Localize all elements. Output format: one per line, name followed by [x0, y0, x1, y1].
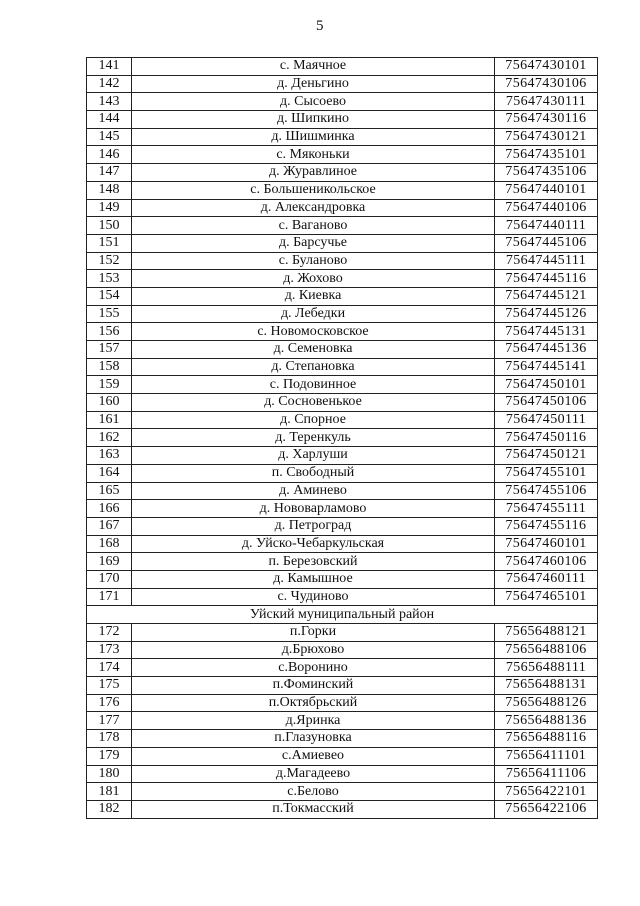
settlement-name-cell: д.Брюхово: [132, 641, 495, 659]
oktmo-code-cell: 75647460106: [495, 553, 598, 571]
oktmo-code-cell: 75647435106: [495, 164, 598, 182]
table-row: [87, 181, 598, 199]
settlement-name-cell: д. Теренкуль: [132, 429, 495, 447]
row-number-cell: 155: [87, 305, 132, 323]
oktmo-code-cell: 75656488136: [495, 712, 598, 730]
settlement-name-cell: д. Аминево: [132, 482, 495, 500]
oktmo-code-cell: 75647445121: [495, 287, 598, 305]
settlement-name-cell: д. Барсучье: [132, 234, 495, 252]
oktmo-code-cell: 75647445141: [495, 358, 598, 376]
row-number-cell: 167: [87, 517, 132, 535]
table-row: [87, 111, 598, 129]
table-row: [87, 146, 598, 164]
oktmo-code-cell: 75656411106: [495, 765, 598, 783]
row-number-cell: 156: [87, 323, 132, 341]
section-header-group: [87, 606, 598, 624]
table-row: [87, 694, 598, 712]
oktmo-code-cell: 75647445111: [495, 252, 598, 270]
settlement-name-cell: п.Глазуновка: [132, 730, 495, 748]
settlement-name-cell: д. Уйско-Чебаркульская: [132, 535, 495, 553]
row-number-cell: 157: [87, 341, 132, 359]
oktmo-code-cell: 75647450121: [495, 447, 598, 465]
oktmo-code-cell: 75656488111: [495, 659, 598, 677]
row-number-cell: 176: [87, 694, 132, 712]
table-row: [87, 376, 598, 394]
table-row: [87, 482, 598, 500]
settlement-name-cell: д. Степановка: [132, 358, 495, 376]
settlement-name-cell: п.Горки: [132, 624, 495, 642]
oktmo-code-cell: 75647465101: [495, 588, 598, 606]
row-number-cell: 173: [87, 641, 132, 659]
table-row: [87, 58, 598, 76]
row-number-cell: 179: [87, 747, 132, 765]
settlement-name-cell: д. Камышное: [132, 570, 495, 588]
settlement-name-cell: с.Белово: [132, 783, 495, 801]
oktmo-code-cell: 75647445116: [495, 270, 598, 288]
table-row: [87, 517, 598, 535]
row-number-cell: 154: [87, 287, 132, 305]
oktmo-code-cell: 75647445136: [495, 341, 598, 359]
oktmo-code-cell: 75656488126: [495, 694, 598, 712]
row-number-cell: 148: [87, 181, 132, 199]
oktmo-code-cell: 75656422106: [495, 800, 598, 818]
settlement-name-cell: д. Спорное: [132, 411, 495, 429]
row-number-cell: 144: [87, 111, 132, 129]
row-number-cell: 178: [87, 730, 132, 748]
row-number-cell: 165: [87, 482, 132, 500]
settlement-name-cell: с. Большеникольское: [132, 181, 495, 199]
oktmo-code-cell: 75647460101: [495, 535, 598, 553]
settlement-name-cell: д. Петроград: [132, 517, 495, 535]
table-row: [87, 287, 598, 305]
oktmo-code-cell: 75647430116: [495, 111, 598, 129]
table-row: [87, 128, 598, 146]
oktmo-code-cell: 75656488116: [495, 730, 598, 748]
row-number-cell: 159: [87, 376, 132, 394]
table-row: [87, 358, 598, 376]
settlement-name-cell: с. Подовинное: [132, 376, 495, 394]
oktmo-code-cell: 75647450116: [495, 429, 598, 447]
table-row: [87, 234, 598, 252]
settlements-table-body-before: [87, 58, 598, 606]
table-row: [87, 659, 598, 677]
settlements-table-body-after: [87, 624, 598, 819]
settlement-name-cell: п.Токмасский: [132, 800, 495, 818]
settlement-name-cell: д. Александровка: [132, 199, 495, 217]
oktmo-code-cell: 75647450101: [495, 376, 598, 394]
oktmo-code-cell: 75647450106: [495, 394, 598, 412]
table-row: [87, 411, 598, 429]
table-row: [87, 464, 598, 482]
oktmo-code-cell: 75656488121: [495, 624, 598, 642]
settlements-table: [86, 57, 598, 819]
row-number-cell: 150: [87, 217, 132, 235]
table-row: [87, 93, 598, 111]
table-row: [87, 765, 598, 783]
row-number-cell: 164: [87, 464, 132, 482]
settlement-name-cell: с. Ваганово: [132, 217, 495, 235]
oktmo-code-cell: 75656488106: [495, 641, 598, 659]
settlement-name-cell: п.Фоминский: [132, 677, 495, 695]
settlement-name-cell: с. Чудиново: [132, 588, 495, 606]
row-number-cell: 158: [87, 358, 132, 376]
oktmo-code-cell: 75647440111: [495, 217, 598, 235]
settlement-name-cell: д. Харлуши: [132, 447, 495, 465]
oktmo-code-cell: 75647445131: [495, 323, 598, 341]
row-number-cell: 163: [87, 447, 132, 465]
table-row: [87, 270, 598, 288]
page-number: 5: [316, 18, 324, 34]
oktmo-code-cell: 75647430106: [495, 75, 598, 93]
settlement-name-cell: д. Лебедки: [132, 305, 495, 323]
settlement-name-cell: с. Маячное: [132, 58, 495, 76]
row-number-cell: 166: [87, 500, 132, 518]
table-row: [87, 75, 598, 93]
oktmo-code-cell: 75656411101: [495, 747, 598, 765]
row-number-cell: 168: [87, 535, 132, 553]
row-number-cell: 142: [87, 75, 132, 93]
table-row: [87, 252, 598, 270]
row-number-cell: 180: [87, 765, 132, 783]
row-number-cell: 182: [87, 800, 132, 818]
settlement-name-cell: д. Шипкино: [132, 111, 495, 129]
table-row: [87, 747, 598, 765]
table-row: [87, 447, 598, 465]
row-number-cell: 152: [87, 252, 132, 270]
row-number-cell: 177: [87, 712, 132, 730]
row-number-cell: 141: [87, 58, 132, 76]
row-number-cell: 181: [87, 783, 132, 801]
settlement-name-cell: д.Магадеево: [132, 765, 495, 783]
settlement-name-cell: п. Свободный: [132, 464, 495, 482]
table-row: [87, 677, 598, 695]
settlement-name-cell: д. Журавлиное: [132, 164, 495, 182]
settlement-name-cell: д. Семеновка: [132, 341, 495, 359]
row-number-cell: 160: [87, 394, 132, 412]
row-number-cell: 170: [87, 570, 132, 588]
oktmo-code-cell: 75647430121: [495, 128, 598, 146]
table-row: [87, 305, 598, 323]
settlement-name-cell: п.Октябрьский: [132, 694, 495, 712]
oktmo-code-cell: 75647450111: [495, 411, 598, 429]
oktmo-code-cell: 75656488131: [495, 677, 598, 695]
table-row: [87, 588, 598, 606]
table-row: [87, 730, 598, 748]
table-row: [87, 429, 598, 447]
oktmo-code-cell: 75647435101: [495, 146, 598, 164]
section-header-row: [87, 606, 598, 624]
row-number-cell: 153: [87, 270, 132, 288]
oktmo-code-cell: 75647440101: [495, 181, 598, 199]
oktmo-code-cell: 75647430111: [495, 93, 598, 111]
oktmo-code-cell: 75647460111: [495, 570, 598, 588]
settlement-name-cell: д. Киевка: [132, 287, 495, 305]
row-number-cell: 143: [87, 93, 132, 111]
table-row: [87, 164, 598, 182]
row-number-cell: 162: [87, 429, 132, 447]
table-row: [87, 800, 598, 818]
settlement-name-cell: с. Мяконьки: [132, 146, 495, 164]
table-row: [87, 535, 598, 553]
table-row: [87, 570, 598, 588]
row-number-cell: 146: [87, 146, 132, 164]
row-number-cell: 175: [87, 677, 132, 695]
table-row: [87, 624, 598, 642]
row-number-cell: 171: [87, 588, 132, 606]
oktmo-code-cell: 75647445126: [495, 305, 598, 323]
settlement-name-cell: д. Деньгино: [132, 75, 495, 93]
table-row: [87, 199, 598, 217]
row-number-cell: 151: [87, 234, 132, 252]
table-row: [87, 553, 598, 571]
row-number-cell: 145: [87, 128, 132, 146]
settlement-name-cell: д. Шишминка: [132, 128, 495, 146]
oktmo-code-cell: 75647440106: [495, 199, 598, 217]
row-number-cell: 169: [87, 553, 132, 571]
oktmo-code-cell: 75647455101: [495, 464, 598, 482]
table-row: [87, 323, 598, 341]
settlement-name-cell: д. Нововарламово: [132, 500, 495, 518]
settlement-name-cell: д. Жохово: [132, 270, 495, 288]
settlement-name-cell: п. Березовский: [132, 553, 495, 571]
row-number-cell: 147: [87, 164, 132, 182]
oktmo-code-cell: 75647445106: [495, 234, 598, 252]
settlement-name-cell: д. Сосновенькое: [132, 394, 495, 412]
oktmo-code-cell: 75647455111: [495, 500, 598, 518]
section-title: Уйский муниципальный район: [87, 606, 598, 624]
settlement-name-cell: д. Сысоево: [132, 93, 495, 111]
table-row: [87, 394, 598, 412]
table-row: [87, 341, 598, 359]
oktmo-code-cell: 75656422101: [495, 783, 598, 801]
row-number-cell: 161: [87, 411, 132, 429]
table-row: [87, 500, 598, 518]
settlement-name-cell: с. Новомосковское: [132, 323, 495, 341]
row-number-cell: 174: [87, 659, 132, 677]
oktmo-code-cell: 75647455106: [495, 482, 598, 500]
table-row: [87, 783, 598, 801]
oktmo-code-cell: 75647430101: [495, 58, 598, 76]
settlement-name-cell: с. Буланово: [132, 252, 495, 270]
settlement-name-cell: д.Яринка: [132, 712, 495, 730]
table-row: [87, 217, 598, 235]
oktmo-code-cell: 75647455116: [495, 517, 598, 535]
settlement-name-cell: с.Амиевео: [132, 747, 495, 765]
row-number-cell: 172: [87, 624, 132, 642]
table-row: [87, 641, 598, 659]
settlement-name-cell: с.Воронино: [132, 659, 495, 677]
table-row: [87, 712, 598, 730]
row-number-cell: 149: [87, 199, 132, 217]
